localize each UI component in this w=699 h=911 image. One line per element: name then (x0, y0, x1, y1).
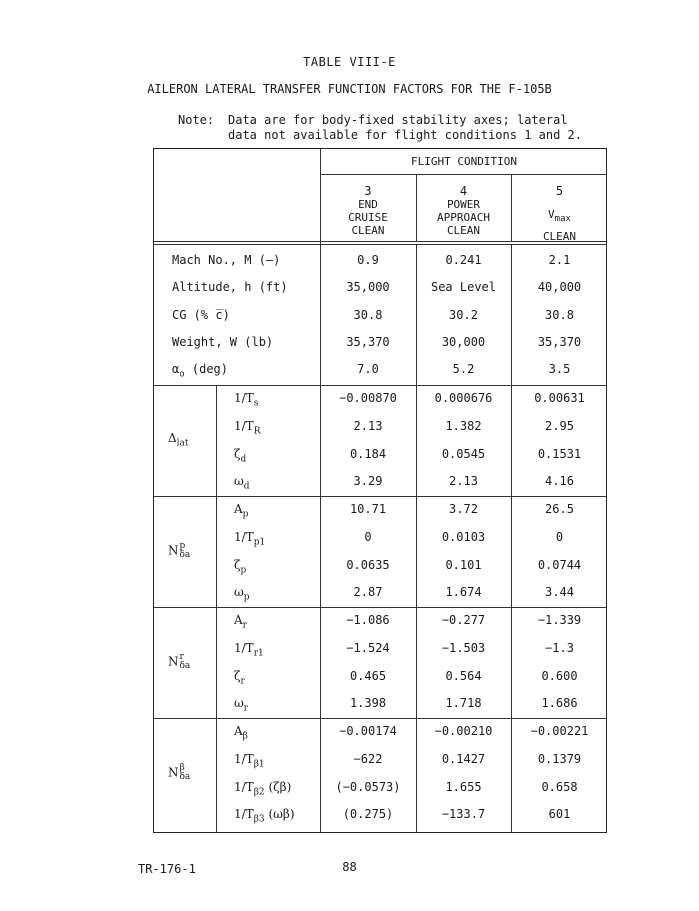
note-line-2: data not available for flight conditions 1 and 2. (228, 128, 583, 142)
symbol-subscript: R (253, 426, 261, 437)
group-rule-3 (154, 607, 606, 608)
group-2-row-4-value-1: 2.87 (353, 585, 383, 599)
general-row-5-value-2: 5.2 (452, 362, 475, 376)
group-scripts (180, 542, 191, 560)
group-label-4 (168, 764, 190, 782)
general-row-label (172, 362, 228, 379)
symbol-subscript: p (240, 565, 247, 576)
table-subtitle: AILERON LATERAL TRANSFER FUNCTION FACTORS FOR THE F-105B (147, 82, 552, 96)
group-2-row-3-value-1: 0.0635 (346, 558, 390, 572)
general-row-5-value-1: 7.0 (357, 362, 379, 376)
group-2-row-2-value-1: 0 (364, 530, 372, 544)
param-symbol (234, 585, 250, 602)
group-1-row-4-value-3: 4.16 (545, 474, 574, 488)
label-symbol: α (172, 362, 180, 376)
symbol-subscript: r (243, 703, 249, 714)
symbol-subscript: p1 (253, 537, 266, 548)
symbol-base: 1/T (234, 752, 254, 766)
col-3-line1: END (358, 198, 378, 211)
group-3-row-2-value-1: −1.524 (346, 641, 390, 655)
general-row-1-value-2: 0.241 (445, 253, 482, 267)
symbol-base: 1/T (234, 391, 254, 405)
col-5-line1: $V_{max}$ (548, 208, 571, 225)
general-row-4-value-1: 35,370 (346, 335, 390, 349)
group-divider (216, 385, 217, 832)
group-2-row-3-value-2: 0.101 (445, 558, 482, 572)
general-row-2-value-1: 35,000 (346, 280, 390, 294)
note-label: Note: (178, 113, 215, 127)
group-4-row-1-value-2: −0.00210 (434, 724, 493, 738)
col-header-5 (511, 185, 608, 243)
group-3-row-3-value-1: 0.465 (349, 669, 387, 683)
general-row-label: Mach No., M (—) (172, 253, 281, 267)
report-id: TR-176-1 (138, 862, 196, 876)
symbol-base: A (234, 502, 243, 516)
param-symbol (234, 752, 265, 769)
group-4-row-1-value-3: −0.00221 (530, 724, 589, 738)
symbol-suffix: (ωβ) (264, 807, 295, 821)
general-row-2-value-2: Sea Level (430, 280, 497, 294)
group-rule-4 (154, 718, 606, 719)
param-symbol (234, 696, 248, 713)
col-5-number: 5 (555, 184, 564, 198)
group-3-row-2-value-2: −1.503 (441, 641, 486, 655)
transfer-function-table (153, 148, 607, 833)
general-row-4-value-3: 35,370 (537, 335, 582, 349)
flight-condition-header: FLIGHT CONDITION (411, 155, 517, 168)
group-4-row-2-value-1: −622 (353, 752, 383, 766)
group-scripts (180, 653, 191, 671)
group-2-row-4-value-2: 1.674 (445, 585, 482, 599)
col-4-number: 4 (459, 184, 468, 198)
symbol-base: ζ (234, 669, 241, 683)
group-1-row-3-value-1: 0.184 (349, 447, 387, 461)
group-1-row-1-value-2: 0.000676 (434, 391, 493, 405)
group-label-2 (168, 542, 190, 560)
col-3-number: 3 (364, 184, 372, 198)
group-3-row-1-value-2: −0.277 (441, 613, 486, 627)
group-subscript: lat (176, 438, 189, 449)
param-symbol (234, 807, 295, 824)
page-title: TABLE VIII-E (303, 55, 396, 69)
col-4-line3: CLEAN (446, 224, 481, 237)
symbol-subscript: β (242, 731, 248, 742)
symbol-base: 1/T (234, 530, 254, 544)
param-symbol (234, 669, 245, 686)
symbol-suffix: (ζβ) (264, 780, 292, 794)
group-2-row-1-value-3: 26.5 (545, 502, 574, 516)
symbol-base: A (234, 613, 243, 627)
group-symbol: Δ (168, 431, 177, 445)
group-4-row-4-value-3: 601 (548, 807, 571, 821)
group-4-row-4-value-2: −133.7 (441, 807, 486, 821)
group-3-row-2-value-3: −1.3 (545, 641, 574, 655)
symbol-base: ζ (234, 447, 241, 461)
note-line-1: Data are for body-fixed stability axes; lateral (228, 113, 568, 127)
symbol-base: ω (234, 474, 244, 488)
header-bottom-rule-b (154, 244, 606, 245)
symbol-base: 1/T (234, 641, 254, 655)
group-subscript: δa (179, 661, 191, 671)
general-row-1-value-3: 2.1 (548, 253, 571, 267)
group-4-row-3-value-2: 1.655 (445, 780, 482, 794)
group-3-row-3-value-2: 0.564 (445, 669, 482, 683)
group-4-row-1-value-1: −0.00174 (339, 724, 397, 738)
param-symbol (234, 474, 250, 491)
group-symbol: N (168, 654, 179, 669)
param-symbol (234, 419, 260, 436)
param-symbol (234, 641, 264, 658)
col-4-line2: APPROACH (437, 211, 490, 224)
param-symbol (234, 724, 248, 741)
general-row-label: CG (% c̅) (172, 308, 230, 322)
group-1-row-2-value-3: 2.95 (545, 419, 574, 433)
group-1-row-1-value-3: 0.00631 (534, 391, 585, 405)
page-number: 88 (342, 860, 357, 874)
group-4-row-3-value-3: 0.658 (541, 780, 578, 794)
general-row-label: Altitude, h (ft) (172, 280, 288, 294)
group-1-row-1-value-1: −0.00870 (339, 391, 397, 405)
col-3-line2: CRUISE (348, 211, 388, 224)
group-label-1 (168, 431, 189, 448)
general-row-3-value-3: 30.8 (545, 308, 574, 322)
col-header-3 (320, 185, 416, 237)
group-1-row-3-value-3: 0.1531 (537, 447, 582, 461)
group-superscript: r (179, 652, 184, 662)
group-2-row-3-value-3: 0.0744 (537, 558, 582, 572)
group-4-row-3-value-1: (−0.0573) (335, 780, 401, 794)
general-row-3-value-1: 30.8 (353, 308, 383, 322)
group-rule-2 (154, 496, 606, 497)
group-scripts (180, 764, 191, 782)
group-3-row-4-value-1: 1.398 (349, 696, 387, 710)
group-subscript: δa (179, 550, 191, 560)
symbol-base: 1/T (234, 780, 254, 794)
general-row-5-value-3: 3.5 (548, 362, 571, 376)
group-subscript: δa (179, 772, 191, 782)
col-header-4 (416, 185, 511, 237)
group-3-row-3-value-3: 0.600 (541, 669, 578, 683)
group-superscript: β (179, 763, 185, 773)
symbol-subscript: s (253, 398, 259, 409)
group-4-row-2-value-3: 0.1379 (537, 752, 582, 766)
group-2-row-1-value-1: 10.71 (349, 502, 387, 516)
symbol-subscript: r (240, 676, 245, 687)
symbol-subscript: d (243, 481, 250, 492)
group-symbol: N (168, 765, 179, 780)
symbol-base: ω (234, 696, 244, 710)
symbol-subscript: d (240, 454, 247, 465)
general-row-4-value-2: 30,000 (441, 335, 486, 349)
group-superscript: p (179, 541, 186, 551)
symbol-subscript: r (242, 620, 247, 631)
group-3-row-1-value-3: −1.339 (537, 613, 582, 627)
symbol-base: ζ (234, 558, 241, 572)
param-symbol (234, 780, 291, 797)
label-subscript: o (179, 369, 185, 380)
param-symbol (234, 558, 246, 575)
symbol-base: A (234, 724, 243, 738)
group-3-row-1-value-1: −1.086 (346, 613, 390, 627)
label-units: (deg) (184, 362, 229, 376)
group-3-row-4-value-3: 1.686 (541, 696, 578, 710)
group-label-3 (168, 653, 190, 671)
header-rule (320, 174, 606, 175)
param-symbol (234, 447, 246, 464)
symbol-subscript: β1 (253, 759, 265, 770)
param-symbol (234, 391, 258, 408)
symbol-base: 1/T (234, 419, 254, 433)
general-row-3-value-2: 30.2 (449, 308, 478, 322)
group-1-row-4-value-1: 3.29 (353, 474, 383, 488)
symbol-subscript: r1 (253, 648, 264, 659)
general-row-2-value-3: 40,000 (537, 280, 582, 294)
group-4-row-4-value-1: (0.275) (342, 807, 394, 821)
group-2-row-2-value-3: 0 (555, 530, 564, 544)
symbol-base: ω (234, 585, 244, 599)
col-4-line1: POWER (446, 198, 481, 211)
col-5-line3: CLEAN (542, 230, 577, 244)
symbol-subscript: p (242, 509, 249, 520)
group-rule-1 (154, 385, 606, 386)
group-3-row-4-value-2: 1.718 (445, 696, 482, 710)
group-1-row-3-value-2: 0.0545 (441, 447, 486, 461)
group-1-row-2-value-2: 1.382 (445, 419, 482, 433)
group-2-row-2-value-2: 0.0103 (441, 530, 486, 544)
symbol-subscript: β2 (253, 787, 265, 798)
group-1-row-4-value-2: 2.13 (449, 474, 478, 488)
group-2-row-1-value-2: 3.72 (449, 502, 478, 516)
col-3-line3: CLEAN (351, 224, 385, 237)
group-4-row-2-value-2: 0.1427 (441, 752, 486, 766)
param-symbol (234, 613, 247, 630)
general-row-1-value-1: 0.9 (357, 253, 379, 267)
symbol-base: 1/T (234, 807, 254, 821)
symbol-subscript: p (243, 592, 250, 603)
group-1-row-2-value-1: 2.13 (353, 419, 383, 433)
group-2-row-4-value-3: 3.44 (545, 585, 574, 599)
general-row-label: Weight, W (lb) (172, 335, 274, 349)
group-symbol: N (168, 543, 179, 558)
param-symbol (234, 530, 265, 547)
symbol-subscript: β3 (253, 814, 265, 825)
param-symbol (234, 502, 248, 519)
